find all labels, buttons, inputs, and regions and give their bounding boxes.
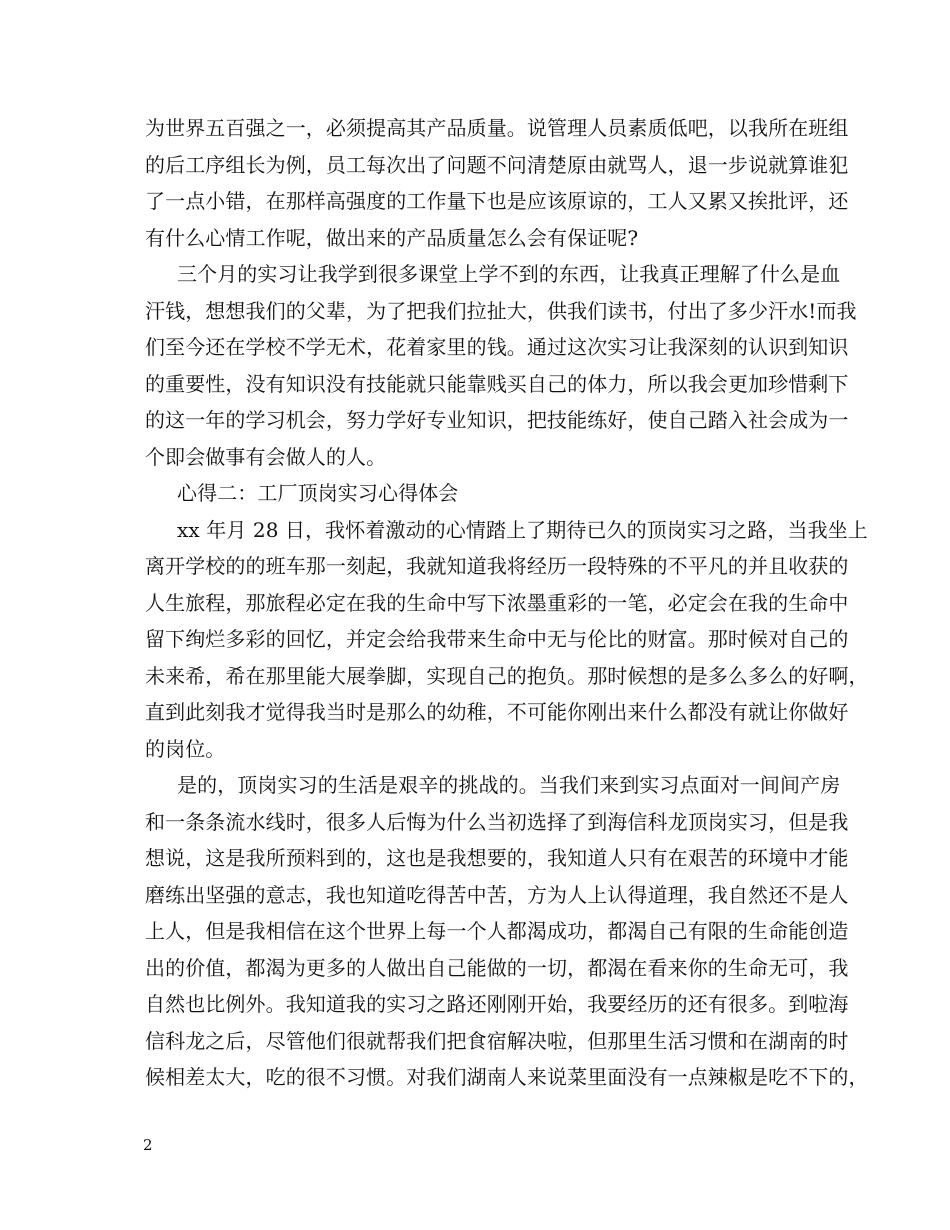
text-line: 磨练出坚强的意志，我也知道吃得苦中苦，方为人上认得道理，我自然还不是人	[145, 882, 849, 907]
text-line: 自然也比例外。我知道我的实习之路还刚刚开始，我要经历的还有很多。到啦海	[145, 992, 849, 1016]
text-line: 的这一年的学习机会，努力学好专业知识，把技能练好，使自己踏入社会成为一	[145, 408, 849, 432]
text-line: 未来希，希在那里能大展拳脚，实现自己的抱负。那时候想的是多么多么的好啊，	[145, 663, 869, 688]
page-number: 2	[143, 1136, 153, 1154]
text-line: 想说，这是我所预料到的，这也是我想要的，我知道人只有在艰苦的环境中才能	[145, 846, 849, 870]
section-heading: 心得二：工厂顶岗实习心得体会	[177, 481, 459, 505]
text-line: 汗钱，想想我们的父辈，为了把我们拉扯大，供我们读书，付出了多少汗水!而我	[145, 298, 857, 323]
text-line: 和一条条流水线时，很多人后悔为什么当初选择了到海信科龙顶岗实习，但是我	[145, 809, 849, 834]
text-line: 三个月的实习让我学到很多课堂上学不到的东西，让我真正理解了什么是血	[177, 262, 841, 286]
text-line: 的重要性，没有知识没有技能就只能靠贱买自己的体力，所以我会更加珍惜剩下	[145, 371, 849, 396]
text-line: 上人，但是我相信在这个世界上每一个人都渴成功，都渴自己有限的生命能创造	[145, 919, 849, 943]
text-line: 人生旅程，那旅程必定在我的生命中写下浓墨重彩的一笔，必定会在我的生命中	[145, 590, 849, 615]
document-body	[145, 110, 869, 1096]
text-line: xx 年月 28 日，我怀着激动的心情踏上了期待已久的顶岗实习之路，当我坐上	[177, 517, 868, 542]
text-line: 个即会做事有会做人的人。	[145, 444, 387, 469]
text-line: 有什么心情工作呢，做出来的产品质量怎么会有保证呢?	[145, 225, 639, 250]
text-line: 是的，顶岗实习的生活是艰辛的挑战的。当我们来到实习点面对一间间产房	[177, 773, 841, 797]
text-line: 候相差太大，吃的很不习惯。对我们湖南人来说菜里面没有一点辣椒是吃不下的，	[145, 1065, 869, 1089]
text-line: 出的价值，都渴为更多的人做出自己能做的一切，都渴在看来你的生命无可，我	[145, 955, 849, 980]
text-line: 了一点小错，在那样高强度的工作量下也是应该原谅的，工人又累又挨批评，还	[145, 189, 849, 213]
text-line: 们至今还在学校不学无术，花着家里的钱。通过这次实习让我深刻的认识到知识	[145, 335, 849, 359]
text-line: 的岗位。	[145, 736, 226, 761]
text-line: 直到此刻我才觉得我当时是那么的幼稚，不可能你刚出来什么都没有就让你做好	[145, 700, 849, 724]
text-line: 信科龙之后，尽管他们很就帮我们把食宿解决啦，但那里生活习惯和在湖南的时	[145, 1028, 849, 1053]
text-line: 为世界五百强之一，必须提高其产品质量。说管理人员素质低吧，以我所在班组	[145, 116, 849, 140]
text-line: 留下绚烂多彩的回忆，并定会给我带来生命中无与伦比的财富。那时候对自己的	[145, 627, 849, 651]
text-line: 离开学校的的班车那一刻起，我就知道我将经历一段特殊的不平凡的并且收获的	[145, 554, 849, 578]
text-line: 的后工序组长为例，员工每次出了问题不问清楚原由就骂人，退一步说就算谁犯	[145, 152, 849, 177]
